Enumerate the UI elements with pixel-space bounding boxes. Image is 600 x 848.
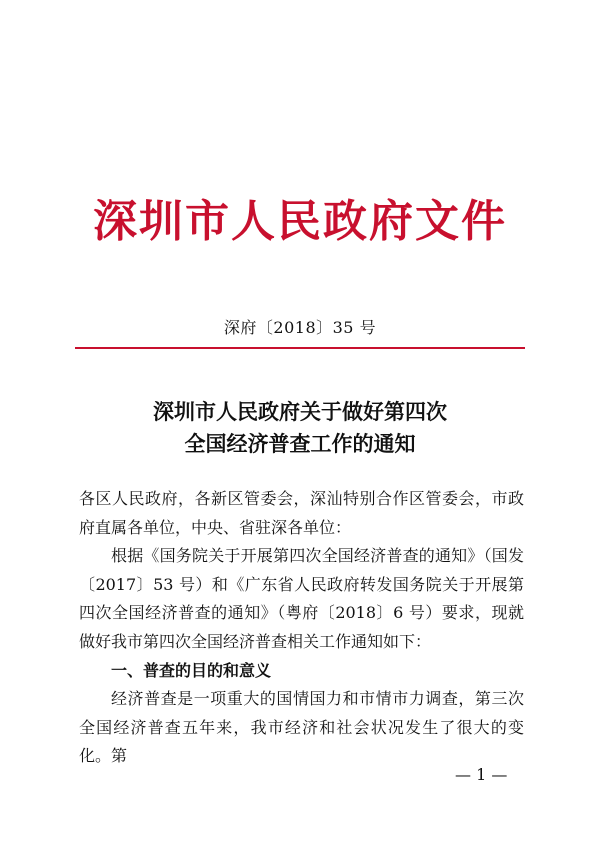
page-number: — 1 — [455,765,508,784]
document-body [79,485,524,771]
document-masthead: 深圳市人民政府文件 [93,196,507,247]
document-title [0,396,600,460]
body-paragraph-1: 根据《国务院关于开展第四次全国经济普查的通知》（国发〔2017〕53 号）和《广东省人民政府转发国务院关于开展第四次全国经济普查的通知》（粤府〔2018〕6 号）要求，现就做好我市第四次全国经济普查相关工作通知如下： [79,546,524,651]
red-divider-rule [75,347,525,349]
salutation: 各区人民政府，各新区管委会，深汕特别合作区管委会，市政府直属各单位，中央、省驻深各单位： [79,489,524,537]
body-paragraph-2: 经济普查是一项重大的国情国力和市情市力调查，第三次全国经济普查五年来，我市经济和社会状况发生了很大的变化。第 [79,689,524,766]
title-line-2: 全国经济普查工作的通知 [184,431,416,456]
document-number: 深府〔2018〕35 号 [223,318,377,337]
section-heading-1: 一、普查的目的和意义 [111,660,272,680]
title-line-1: 深圳市人民政府关于做好第四次 [153,399,447,424]
